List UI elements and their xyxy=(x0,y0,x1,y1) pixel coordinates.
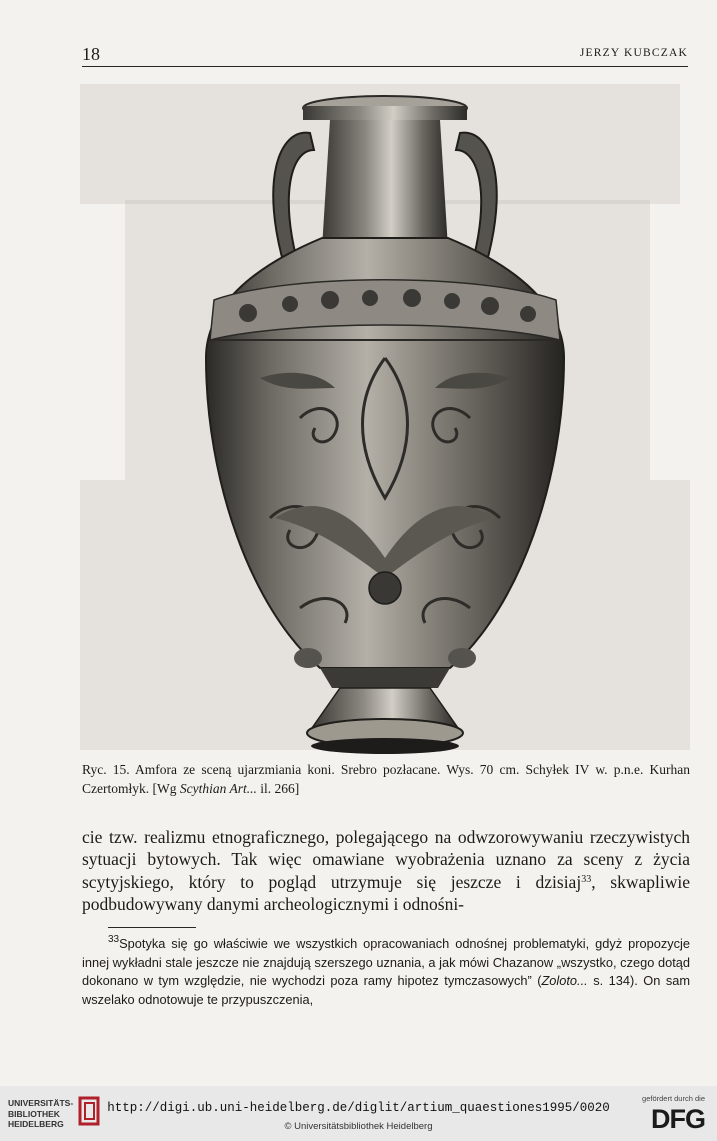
library-name-line: UNIVERSITÄTS- xyxy=(8,1098,74,1108)
digitization-footer xyxy=(0,1086,717,1141)
library-name-line: BIBLIOTHEK xyxy=(8,1108,60,1119)
footnote-text: s. 134). On sam wszelako odnotowuje te przypuszczenia, xyxy=(82,973,690,1007)
body-text-part: cie tzw. realizmu etnograficznego, polegającego na odwzorowywaniu rzeczywistych sytuacji bytowych. Tak więc omawiane wyobrażenia uznano za sceny z życia scytyjskiego, który to pogląd utrzymuje się jeszcze i dzisiaj xyxy=(82,827,690,892)
library-name-line: HEIDELBERG xyxy=(8,1119,64,1129)
body-text-part: , skwapliwie podbudowywany danymi archeologicznymi i odnośni- xyxy=(82,871,690,914)
page-number: 18 xyxy=(82,44,100,64)
footnote-reference[interactable]: 33 xyxy=(581,873,592,885)
footnote-rule xyxy=(108,927,196,928)
header-rule xyxy=(82,66,688,67)
footnote xyxy=(82,935,690,1009)
funding-note: gefördert durch die xyxy=(642,1094,705,1103)
body-paragraph xyxy=(82,826,690,915)
footnote-text: Spotyka się go właściwie we wszystkich opracowaniach odnośnej problematyki, gdyż propozycje innej wykładni stale jeszcze nie znajdują szerszego uznania, a jak mówi Chazanow „wszystko, czego dotąd dokonano w tym względzie, nie wychodzi poza ramy hipotez tymczasowych” ( xyxy=(82,936,690,989)
amphora-figure xyxy=(190,88,580,756)
silver-amphora-photo xyxy=(190,88,580,756)
footnote-number: 33 xyxy=(108,934,120,945)
running-head xyxy=(82,44,688,66)
digital-copy-link[interactable]: http://digi.ub.uni-heidelberg.de/diglit/artium_quaestiones1995/0020 xyxy=(107,1101,610,1115)
caption-suffix: il. 266] xyxy=(256,781,300,796)
dfg-logo: DFG xyxy=(651,1104,705,1134)
figure-caption xyxy=(82,760,690,798)
running-head-author: JERZY KUBCZAK xyxy=(579,47,688,59)
caption-text: Ryc. 15. Amfora ze sceną ujarzmiania koni. Srebro pozłacane. Wys. 70 cm. Schyłek IV w. p.n.e. Kurhan Czertomłyk. [Wg xyxy=(82,762,690,796)
caption-source: Scythian Art... xyxy=(179,781,257,796)
footnote-source: Zoloto... xyxy=(541,973,588,989)
copyright-notice: © Universitätsbibliothek Heidelberg xyxy=(284,1121,433,1132)
